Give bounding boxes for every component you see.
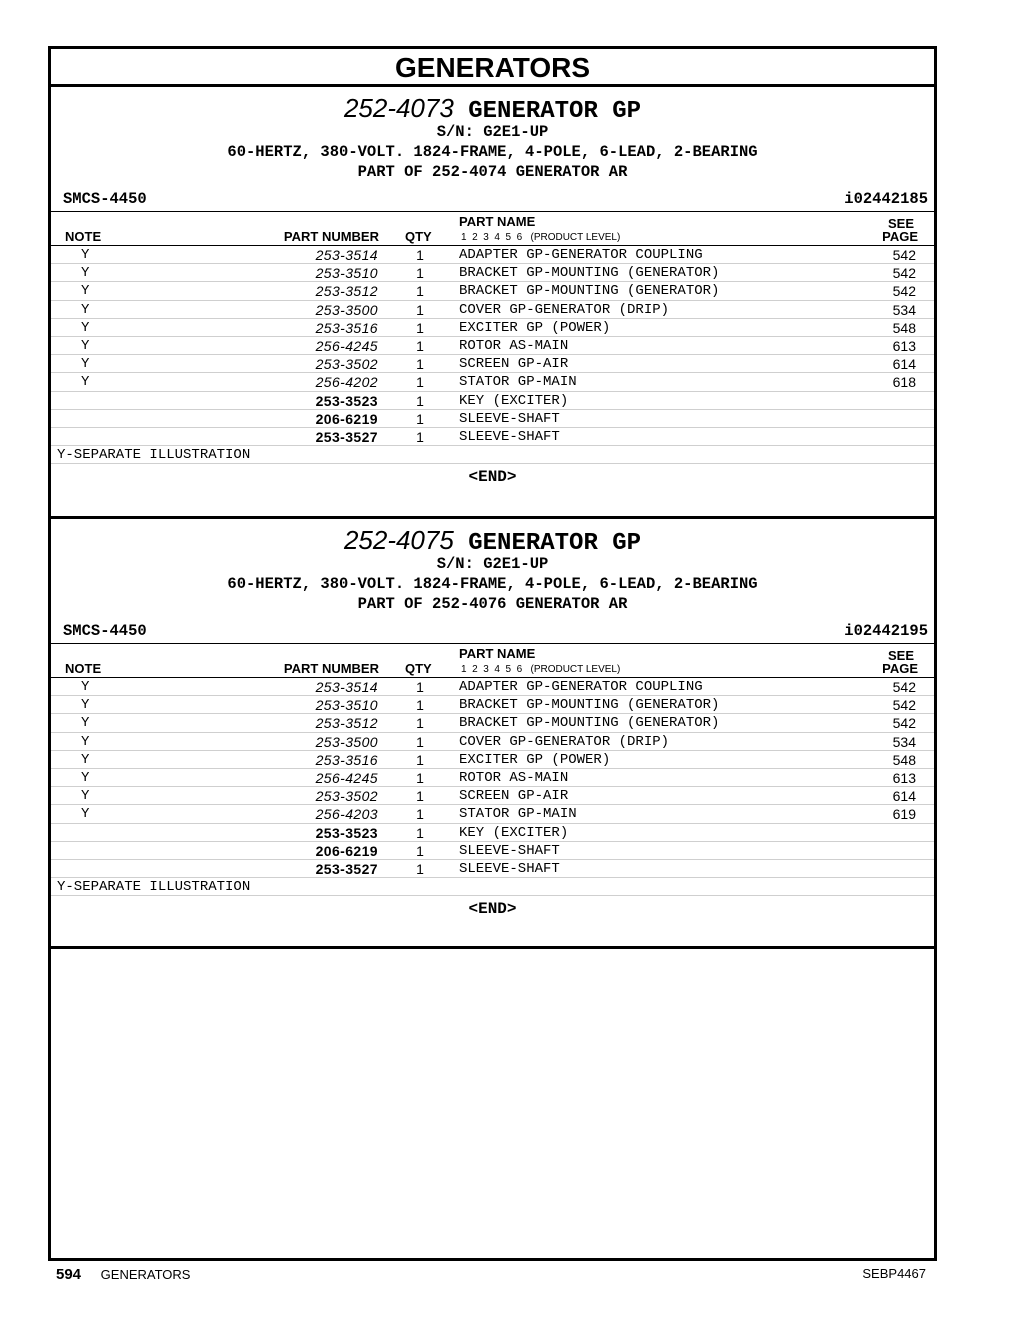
row-part-number[interactable]: 253-3523 [315, 392, 378, 409]
row-part-name: STATOR GP-MAIN [459, 374, 577, 391]
row-qty: 1 [416, 428, 424, 445]
row-note: Y [81, 374, 90, 391]
row-part-number[interactable]: 253-3514 [315, 679, 378, 695]
footer-page-info [56, 1266, 190, 1283]
info-reference: i02442185 [844, 190, 928, 208]
row-part-number[interactable]: 253-3514 [315, 247, 378, 263]
footer-doc-id: SEBP4467 [862, 1266, 926, 1281]
header-rule [51, 643, 934, 644]
row-note: Y [81, 715, 90, 732]
smcs-code: SMCS-4450 [63, 190, 147, 208]
table-row[interactable] [51, 842, 934, 860]
row-note: Y [81, 679, 90, 695]
row-qty: 1 [416, 788, 424, 805]
row-qty: 1 [416, 824, 424, 841]
row-qty: 1 [416, 806, 424, 823]
row-part-number[interactable]: 253-3516 [315, 319, 378, 336]
row-note: Y [81, 733, 90, 750]
col-header-part-name: PART NAME [459, 214, 536, 229]
footer-page-number: 594 [56, 1266, 82, 1283]
row-note: Y [81, 697, 90, 714]
row-qty: 1 [416, 715, 424, 732]
group-part-number[interactable]: 252-4075 [343, 525, 454, 555]
end-marker: <END> [468, 468, 517, 487]
row-qty: 1 [416, 265, 424, 282]
part-of-line: PART OF 252-4076 GENERATOR AR [357, 595, 628, 613]
col-header-page: PAGE [882, 661, 918, 676]
row-qty: 1 [416, 247, 424, 263]
row-part-name: ADAPTER GP-GENERATOR COUPLING [459, 679, 703, 695]
row-see-page[interactable]: 548 [892, 319, 916, 336]
page-title: GENERATORS [51, 49, 934, 87]
col-header-qty: QTY [405, 229, 432, 244]
row-part-name: KEY (EXCITER) [459, 392, 569, 409]
row-qty: 1 [416, 410, 424, 427]
row-part-name: KEY (EXCITER) [459, 824, 569, 841]
table-row[interactable] [51, 751, 934, 769]
row-qty: 1 [416, 356, 424, 373]
row-part-name: BRACKET GP-MOUNTING (GENERATOR) [459, 697, 720, 714]
row-part-number[interactable]: 253-3510 [315, 265, 378, 282]
row-part-name: ADAPTER GP-GENERATOR COUPLING [459, 247, 703, 263]
row-see-page[interactable]: 542 [892, 265, 916, 282]
row-qty: 1 [416, 733, 424, 750]
row-part-number[interactable]: 253-3523 [315, 824, 378, 841]
table-row[interactable] [51, 428, 934, 446]
row-part-name: SCREEN GP-AIR [459, 788, 569, 805]
col-header-part-number: PART NUMBER [283, 661, 379, 676]
row-part-number[interactable]: 253-3512 [315, 283, 378, 300]
row-qty: 1 [416, 337, 424, 354]
row-part-number[interactable]: 206-6219 [315, 410, 378, 427]
row-see-page[interactable]: 618 [892, 374, 916, 391]
row-qty: 1 [416, 283, 424, 300]
table-row[interactable] [51, 392, 934, 410]
col-header-see: SEE [887, 648, 914, 663]
group-section-1 [51, 87, 934, 517]
row-qty: 1 [416, 374, 424, 391]
row-note: Y [81, 265, 90, 282]
row-see-page[interactable]: 619 [892, 806, 916, 823]
row-note: Y [81, 337, 90, 354]
row-part-name: SLEEVE-SHAFT [459, 428, 560, 445]
row-part-number[interactable]: 253-3527 [315, 860, 378, 877]
row-see-page[interactable]: 542 [892, 697, 916, 714]
row-qty: 1 [416, 392, 424, 409]
row-part-number[interactable]: 253-3510 [315, 697, 378, 714]
table-row[interactable] [51, 301, 934, 319]
row-part-name: COVER GP-GENERATOR (DRIP) [459, 301, 670, 318]
table-row[interactable] [51, 733, 934, 751]
row-part-number[interactable]: 253-3516 [315, 751, 378, 768]
row-qty: 1 [416, 860, 424, 877]
part-of-line: PART OF 252-4074 GENERATOR AR [357, 163, 628, 181]
section-divider [51, 946, 934, 949]
row-note: Y [81, 806, 90, 823]
smcs-code: SMCS-4450 [63, 622, 147, 640]
description-line: 60-HERTZ, 380-VOLT. 1824-FRAME, 4-POLE, 6-LEAD, 2-BEARING [227, 143, 758, 161]
info-reference: i02442195 [844, 622, 928, 640]
illustration-legend: Y-SEPARATE ILLUSTRATION [51, 446, 934, 464]
row-note: Y [81, 769, 90, 786]
col-header-part-number: PART NUMBER [283, 229, 379, 244]
row-part-number[interactable]: 256-4245 [315, 337, 378, 354]
group-title [51, 93, 934, 125]
row-part-number[interactable]: 253-3502 [315, 356, 378, 373]
row-part-name: SLEEVE-SHAFT [459, 860, 560, 877]
col-header-see: SEE [887, 216, 914, 231]
row-note: Y [81, 247, 90, 263]
row-qty: 1 [416, 751, 424, 768]
row-part-number[interactable]: 256-4202 [315, 374, 378, 391]
row-part-number[interactable]: 256-4245 [315, 769, 378, 786]
group-part-number[interactable]: 252-4073 [343, 93, 454, 123]
row-qty: 1 [416, 842, 424, 859]
row-part-number[interactable]: 253-3500 [315, 301, 378, 318]
row-part-name: BRACKET GP-MOUNTING (GENERATOR) [459, 715, 720, 732]
row-part-name: BRACKET GP-MOUNTING (GENERATOR) [459, 283, 720, 300]
table-row[interactable] [51, 264, 934, 282]
table-row[interactable] [51, 769, 934, 787]
row-part-name: ROTOR AS-MAIN [459, 769, 569, 786]
row-see-page[interactable]: 534 [892, 733, 916, 750]
row-see-page[interactable]: 614 [892, 788, 916, 805]
row-note: Y [81, 301, 90, 318]
group-title [51, 525, 934, 557]
footer-section: GENERATORS [100, 1267, 191, 1282]
row-see-page[interactable]: 613 [892, 769, 916, 786]
page-frame [48, 46, 937, 1261]
row-qty: 1 [416, 301, 424, 318]
col-header-qty: QTY [405, 661, 432, 676]
table-row[interactable] [51, 860, 934, 878]
row-see-page[interactable]: 613 [892, 337, 916, 354]
row-part-name: COVER GP-GENERATOR (DRIP) [459, 733, 670, 750]
parts-table [51, 245, 934, 486]
table-row[interactable] [51, 319, 934, 337]
col-header-page: PAGE [882, 229, 918, 244]
row-part-number[interactable]: 253-3512 [315, 715, 378, 732]
row-qty: 1 [416, 697, 424, 714]
col-header-part-name: PART NAME [459, 646, 536, 661]
group-section-2 [51, 516, 934, 949]
row-part-name: EXCITER GP (POWER) [459, 319, 611, 336]
description-line: 60-HERTZ, 380-VOLT. 1824-FRAME, 4-POLE, 6-LEAD, 2-BEARING [227, 575, 758, 593]
row-see-page[interactable]: 614 [892, 356, 916, 373]
serial-line: S/N: G2E1-UP [436, 555, 549, 573]
row-see-page[interactable]: 542 [892, 283, 916, 300]
table-row[interactable] [51, 282, 934, 300]
row-qty: 1 [416, 679, 424, 695]
row-qty: 1 [416, 769, 424, 786]
row-see-page[interactable]: 542 [892, 247, 916, 263]
table-row[interactable] [51, 410, 934, 428]
row-see-page[interactable]: 548 [892, 751, 916, 768]
table-row[interactable] [51, 337, 934, 355]
table-row[interactable] [51, 805, 934, 823]
row-part-number[interactable]: 253-3502 [315, 788, 378, 805]
table-row[interactable] [51, 373, 934, 391]
row-part-number[interactable]: 253-3527 [315, 428, 378, 445]
col-header-product-level: 1 2 3 4 5 6 (PRODUCT LEVEL) [461, 664, 621, 675]
col-header-note: NOTE [65, 229, 102, 244]
illustration-legend: Y-SEPARATE ILLUSTRATION [51, 878, 934, 896]
row-part-name: SLEEVE-SHAFT [459, 410, 560, 427]
col-header-product-level: 1 2 3 4 5 6 (PRODUCT LEVEL) [461, 232, 621, 243]
row-note: Y [81, 751, 90, 768]
row-note: Y [81, 788, 90, 805]
table-row[interactable] [51, 714, 934, 732]
table-row[interactable] [51, 355, 934, 373]
row-see-page[interactable]: 542 [892, 679, 916, 695]
header-rule [51, 211, 934, 212]
row-part-name: EXCITER GP (POWER) [459, 751, 611, 768]
row-part-name: BRACKET GP-MOUNTING (GENERATOR) [459, 265, 720, 282]
row-see-page[interactable]: 542 [892, 715, 916, 732]
end-marker: <END> [468, 900, 517, 919]
row-see-page[interactable]: 534 [892, 301, 916, 318]
parts-table [51, 677, 934, 918]
row-note: Y [81, 283, 90, 300]
group-name: GENERATOR GP [468, 98, 642, 125]
row-qty: 1 [416, 319, 424, 336]
serial-line: S/N: G2E1-UP [436, 123, 549, 141]
row-part-name: SLEEVE-SHAFT [459, 842, 560, 859]
row-part-name: STATOR GP-MAIN [459, 806, 577, 823]
col-header-note: NOTE [65, 661, 102, 676]
row-part-number[interactable]: 206-6219 [315, 842, 378, 859]
table-row[interactable] [51, 678, 934, 696]
row-part-number[interactable]: 253-3500 [315, 733, 378, 750]
table-row[interactable] [51, 246, 934, 264]
table-row[interactable] [51, 696, 934, 714]
row-part-number[interactable]: 256-4203 [315, 806, 378, 823]
table-row[interactable] [51, 824, 934, 842]
row-note: Y [81, 319, 90, 336]
table-row[interactable] [51, 787, 934, 805]
row-part-name: ROTOR AS-MAIN [459, 337, 569, 354]
row-part-name: SCREEN GP-AIR [459, 356, 569, 373]
row-note: Y [81, 356, 90, 373]
group-name: GENERATOR GP [468, 530, 642, 557]
